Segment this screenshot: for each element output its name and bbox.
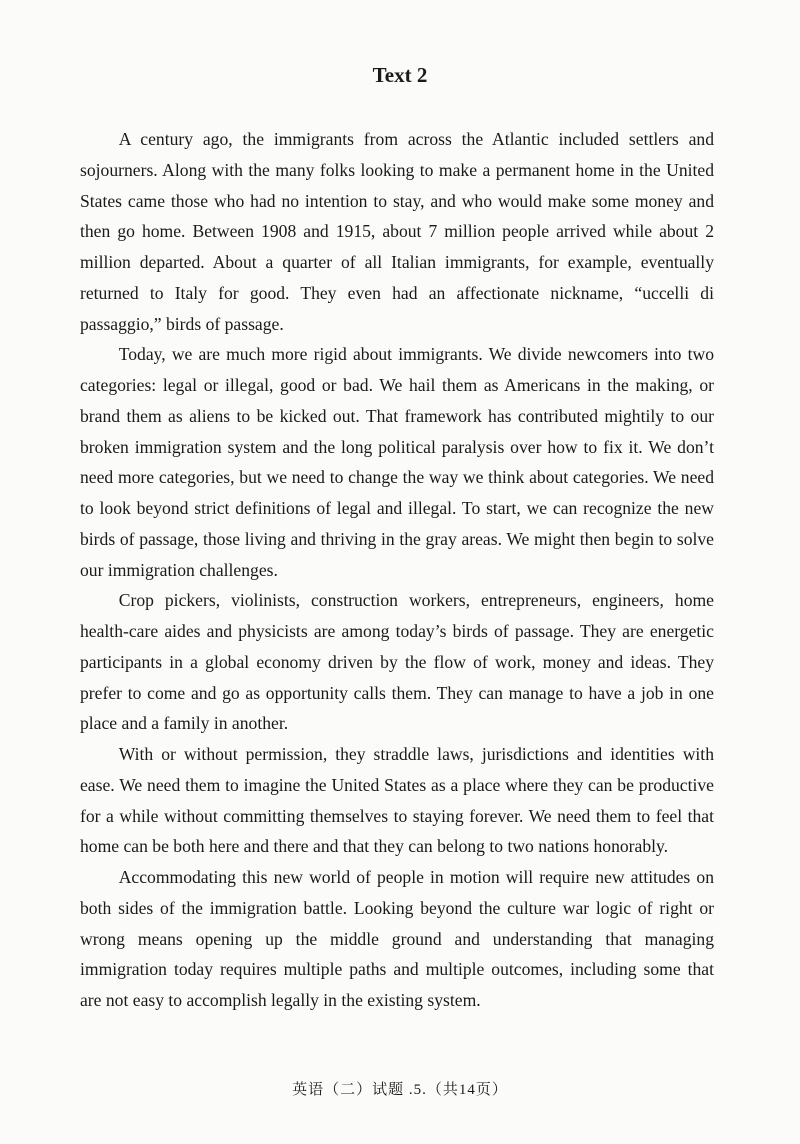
article-body (80, 124, 714, 1016)
paragraph-3: Crop pickers, violinists, construction workers, entrepreneurs, engineers, home health-care aides and physicists are among today’s birds of passage. They are energetic participants in a global economy driven by the flow of work, money and ideas. They prefer to come and go as opportunity calls them. They can manage to have a job in one place and a family in another. (80, 590, 714, 734)
paragraph-5: Accommodating this new world of people in motion will require new attitudes on both sides of the immigration battle. Looking beyond the culture war logic of right or wrong means opening up the middle ground and understanding that managing immigration today requires multiple paths and multiple outcomes, including some that are not easy to accomplish legally in the existing system. (80, 867, 714, 1010)
paragraph-4: With or without permission, they straddle laws, jurisdictions and identities with ease. We need them to imagine the United States as a place where they can be productive for a while without committing themselves to staying forever. We need them to feel that home can be both here and there and that they can belong to two nations honorably. (80, 744, 714, 857)
page-title: Text 2 (372, 63, 428, 87)
paragraph-1: A century ago, the immigrants from across the Atlantic included settlers and sojourners. Along with the many folks looking to make a permanent home in the United States came those who had no intention to stay, and who would make some money and then go home. Between 1908 and 1915, about 7 million people arrived while about 2 million departed. About a quarter of all Italian immigrants, for example, eventually returned to Italy for good. They even had an affectionate nickname, “uccelli di passaggio,” birds of passage. (80, 129, 714, 334)
paragraph-2: Today, we are much more rigid about immigrants. We divide newcomers into two categories: legal or illegal, good or bad. We hail them as Americans in the making, or brand them as aliens to be kicked out. That framework has contributed mightily to our broken immigration system and the long political paralysis over how to fix it. We don’t need more categories, but we need to change the way we think about categories. We need to look beyond strict definitions of legal and illegal. To start, we can recognize the new birds of passage, those living and thriving in the gray areas. We might then begin to solve our immigration challenges. (80, 344, 714, 580)
page-footer: 英语（二）试题 .5.（共14页） (292, 1082, 508, 1098)
